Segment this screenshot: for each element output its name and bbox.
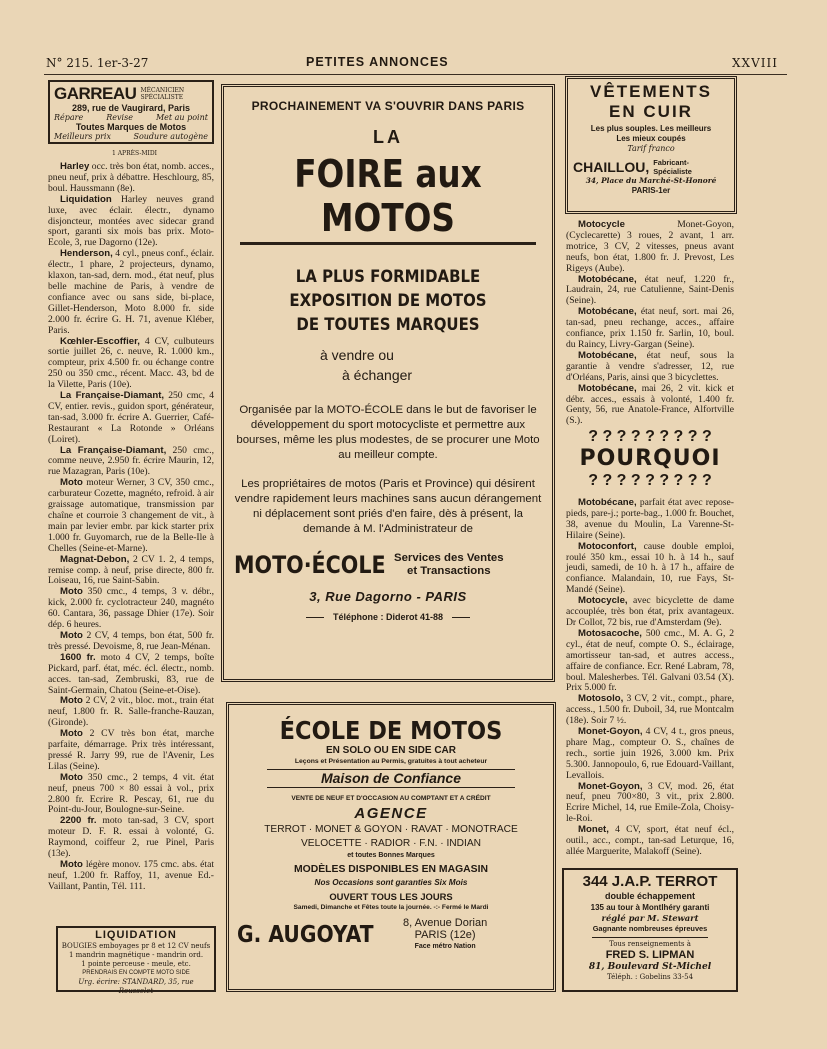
classified-text: parfait état avec repose-pieds, pare-j.; porte-bag., 1.000 fr. Bouchet, 38, avenue du Moulin, La Varenne-St-Hilaire (Seine).: [566, 497, 734, 541]
liquidation-title: LIQUIDATION: [95, 929, 177, 941]
garreau-repare: Répare: [54, 113, 84, 122]
page-number: XXVIII: [732, 56, 778, 70]
ecole-brands2: VELOCETTE · RADIOR · F.N. · INDIAN: [301, 838, 481, 849]
ecole-occasions: Nos Occasions sont garanties Six Mois: [314, 878, 468, 887]
foire-sub1: LA PLUS FORMIDABLE: [295, 267, 481, 287]
ecole-sub: EN SOLO OU EN SIDE CAR: [325, 745, 456, 756]
classified-lead: Monet-Goyon,: [578, 726, 643, 738]
foire-title: FOIRE aux MOTOS: [294, 152, 482, 240]
classified-lead: Magnat-Debon,: [60, 553, 130, 565]
classified-lead: Harley: [60, 161, 90, 172]
classified-entry: [48, 773, 214, 817]
classified-entry: [48, 816, 214, 860]
garreau-met-au-point: Met au point: [155, 113, 208, 122]
classified-text: 3 CV, mod. 26, état neuf, pneu 700×80, 3 vit., prix 2.800. Ecrire Michel, 14, rue Emile-Zola, Choisy-le-Roi.: [566, 780, 734, 825]
terrot-line3: réglé par M. Stewart: [601, 913, 699, 923]
foire-phone: Téléphone : Diderot 41-88: [332, 612, 444, 622]
classified-text: 4 cyl., pneus conf., éclair. électr., 1 phare, 2 projecteurs, dynamo, klaxon, tan-sad, dern. mod., état neuf, plus belle machine de Paris, à vendre de confiance avec ou sans side, bi-place, Gillet-Henderson, Moto 8.000 fr. side 2.000 fr. écrire G. H. 71, avenue Kléber, Paris.: [48, 248, 214, 336]
ecole-maison: Maison de Confiance: [320, 770, 462, 786]
ecole-name: G. AUGOYAT: [237, 922, 374, 948]
classified-lead: Motosolo,: [578, 693, 624, 705]
classified-lead: Moto: [60, 629, 83, 641]
terrot-line2: 135 au tour à Montlhéry garanti: [590, 903, 710, 912]
classified-text: 2 CV très bon état, marche parfaite, démarrage. Prix très intéressant, pressé R. Jarry 99, rue de l'Avenir, Les Lilas (Seine).: [48, 728, 214, 772]
issue-number: N° 215. 1er-3-27: [46, 56, 149, 70]
classified-lead: Motoconfort,: [578, 540, 637, 552]
classified-text: 4 CV, culbuteurs sortie juillet 26, c. neuve, R. 1.000 km., compteur, prix 4.500 fr. ou échange contre 250 ou 350 cmc., récent. Macc. 43, bd de la Vilette, Paris (10e).: [48, 335, 215, 391]
classified-lead: Monet-Goyon,: [578, 780, 643, 792]
classified-entry: [48, 696, 214, 729]
classified-text: état neuf, sous la garantie à vendre s'adresser, 12, rue d'Orléans, Paris, ainsi que 3 bicyclettes.: [566, 349, 734, 383]
vetements-line2: Les mieux coupés: [616, 134, 686, 143]
ecole-ouvert: OUVERT TOUS LES JOURS: [329, 891, 453, 902]
foire-sub2: EXPOSITION DE MOTOS: [289, 291, 487, 311]
garreau-revise: Revise: [106, 113, 133, 122]
classified-lead: Moto: [60, 859, 83, 870]
classified-entry: [566, 220, 734, 275]
classified-entry: [48, 860, 214, 893]
ecole-lessons: Leçons et Présentation au Permis, gratuites à tout acheteur: [294, 758, 488, 765]
classified-entry: [48, 631, 214, 653]
terrot-addr: 81, Boulevard St-Michel: [588, 962, 712, 972]
classified-entry: [566, 596, 734, 629]
classified-entry: [48, 729, 214, 773]
classified-entry: [48, 555, 214, 588]
vetements-addr1: 34, Place du Marché-St-Honoré: [585, 176, 717, 185]
classified-text: moto 4 CV, 2 temps, boîte Pickard, parf. état, méc. écl. électr., nomb. acces. tan-sad, Zembruski, 83, rue de Saint-Germain, Chatou (Seine-et-Oise).: [48, 651, 215, 696]
ecole-de-motos-ad: [226, 702, 556, 992]
terrot-line5: Tous renseignements à: [609, 940, 691, 948]
vetements-tag2: Spécialiste: [653, 167, 692, 176]
classified-lead: Motobécane,: [578, 273, 637, 285]
foire-services2: et Transactions: [407, 565, 491, 577]
classified-lead: La Française-Diamant,: [60, 444, 167, 456]
classified-text: état neuf, 1.220 fr., Laudrain, 24, rue Catulienne, Saint-Denis (Seine).: [566, 273, 734, 307]
foire-aux-motos-ad: [221, 84, 555, 682]
classified-text: 2 CV, 2 vit., bloc. mot., train état neuf, 1.800 fr. R. Salle-franche-Rauzan, (Gironde).: [48, 695, 214, 729]
classified-entry: [48, 446, 214, 479]
classified-entry: [48, 478, 214, 554]
classified-entry: [566, 384, 734, 428]
classified-lead: Motobécane,: [578, 497, 637, 508]
vetements-title1: VÊTEMENTS: [590, 82, 712, 101]
classified-entry: [566, 275, 734, 308]
classified-entry: [48, 249, 214, 336]
classified-text: occ. très bon état, nomb. acces., pneu neuf, prix à débattre. Heschlourg, 85, boul. Haussmann (8e).: [48, 161, 214, 194]
ecole-jours: Samedi, Dimanche et Fêtes toute la journée. -:- Fermé le Mardi: [293, 904, 489, 911]
right-classifieds-top: [566, 219, 734, 427]
liquidation-line3: 1 pointe perceuse - meule, etc.: [81, 960, 191, 968]
ecole-brands1: TERROT · MONET & GOYON · RAVAT · MONOTRACE: [264, 824, 518, 835]
foire-la: LA: [373, 127, 403, 147]
classified-entry: [566, 825, 734, 858]
liquidation-line1: BOUGIES emboyages pr 8 et 12 CV neufs: [61, 942, 211, 950]
ecole-addr1: 8, Avenue Dorian: [403, 917, 488, 929]
garreau-address: 289, rue de Vaugirard, Paris: [71, 103, 191, 113]
vetements-line1: Les plus souples. Les meilleurs: [590, 124, 712, 133]
vetements-name: CHAILLOU,: [573, 159, 650, 175]
classified-lead: Moto: [60, 695, 83, 707]
terrot-ad: [562, 868, 738, 992]
liquidation-line4: PRENDRAIS EN COMPTE MOTO SIDE: [82, 970, 190, 976]
classified-text: mai 26, 2 vit. kick et débr. acces., essais à volonté, 1.400 fr. Genty, 56, rue Anatole-France, Alfortville (S.).: [566, 382, 734, 427]
classified-lead: 2200 fr.: [60, 815, 97, 827]
classified-text: 4 CV, 4 t., gros pneus, phare Mag., compteur O. S., chaînes de rech., sortie juin 1926, 3.000 km. Prix 5.300. Jannopoulo, 6, rue Edouard-Vaillant, Levallois.: [566, 726, 734, 781]
liquidation-ad: [56, 926, 216, 995]
classified-entry: [48, 162, 214, 195]
classified-entry: [566, 498, 734, 542]
garreau-name: GARREAU: [54, 84, 137, 103]
ecole-title: ÉCOLE DE MOTOS: [279, 716, 503, 745]
liquidation-line5: Urg. écrire: STANDARD, 35, rue Rousselet: [78, 978, 194, 995]
classified-text: Harley neuves grand luxe, avec éclair. électr., dynamo disjoncteur, montées avec sidecar grand sport, garanti six mois bas prix. Moto-Ecole, 3, rue Dagorno (12e).: [48, 193, 214, 249]
classified-entry: [566, 782, 734, 826]
classified-lead: Motobécane,: [578, 306, 637, 318]
ecole-agence: AGENCE: [354, 805, 428, 822]
foire-announce: PROCHAINEMENT VA S'OUVRIR DANS PARIS: [251, 99, 525, 113]
classified-text: état neuf, sort. mai 26, tan-sad, pneu rechange, acces., affaire confiance, prix 1.150 fr. Sarlin, 10, boul. du Raincy, Livry-Gargan (Seine).: [566, 306, 734, 350]
right-classifieds-bottom: [566, 497, 734, 857]
classified-lead: Henderson,: [60, 248, 113, 260]
foire-vendre1: à vendre ou: [320, 347, 394, 363]
foire-brand: MOTO·ÉCOLE: [234, 551, 386, 579]
terrot-line4: Gagnante nombreuses épreuves: [592, 924, 708, 933]
vetements-tag1: Fabricant-: [653, 158, 689, 167]
classified-text: moteur Werner, 3 CV, 350 cmc., carburateur Cozette, magnéto, refroid. à air graissage automatique, transmission par chaîne et courroie 3 changement de vit., à main par levier embr. par kick starter prix 1.000 fr. Guyomarch, rue de la Belle-Ile à Chelles (Seine-et-Marne).: [48, 477, 214, 554]
classified-text: 4 CV, sport, état neuf écl., outil., acc., compt., tan-sad Leturque, 16, allée Marguerite, Malakoff (Seine).: [566, 824, 734, 857]
foire-para2: Les propriétaires de motos (Paris et Province) qui désirent vendre rapidement leurs machines sans aucun dérangement ni déplacement sont priés d'en faire, dès à présent, la demande à M. l'Administrateur de: [234, 478, 542, 535]
garreau-tag1: MÉCANICIEN: [140, 87, 185, 94]
classified-lead: Monet,: [578, 824, 609, 836]
foire-vendre2: à échanger: [342, 367, 413, 383]
classified-entry: [566, 542, 734, 597]
classified-lead: Motosacoche,: [578, 627, 642, 639]
classified-entry: [48, 391, 214, 446]
foire-rule: [240, 242, 536, 245]
foire-services1: Services des Ventes: [394, 552, 504, 564]
garreau-tag2: SPÉCIALISTE: [140, 94, 184, 101]
classified-lead: Motobécane,: [578, 349, 637, 361]
garreau-hours: 1 APRÈS-MIDI: [112, 150, 158, 157]
classified-lead: La Française-Diamant,: [60, 390, 165, 402]
pourquoi-marks-top: ? ? ? ? ? ? ? ? ?: [588, 428, 712, 445]
classified-text: 2 CV, 4 temps, bon état, 500 fr. très pressé. Devoisme, 8, rue Jean-Ménan.: [48, 629, 214, 652]
classified-text: 3 CV, 2 vit., compt., phare, access., 1.500 fr. Duboil, 34, rue Montcalm (18e). Soir 7 ½.: [566, 693, 734, 727]
classified-lead: 1600 fr.: [60, 651, 96, 663]
terrot-tel: Téléph. : Gobelins 33-54: [606, 973, 694, 981]
classified-text: 250 cmc, 4 CV, entier. revis., guidon sport, générateur, tan-sad, 3.000 fr. écrire A. Guerrier, Café-Restaurant « La Rotonde » Orléans (Loiret).: [48, 390, 214, 445]
classified-lead: Moto: [60, 477, 83, 489]
classified-entry: [566, 727, 734, 782]
classified-entry: [566, 307, 734, 351]
ecole-bonnes: et toutes Bonnes Marques: [347, 852, 435, 859]
pourquoi-title: POURQUOI: [579, 446, 721, 471]
classified-lead: Motobécane,: [578, 382, 637, 394]
classified-text: avec bicyclette de dame accouplée, très bon état, prix avantageux. Dr Collot, 72 bis, rue d'Amsterdam (9e).: [566, 595, 734, 628]
classified-entry: [566, 629, 734, 694]
classified-lead: Kœhler-Escoffier,: [60, 335, 140, 347]
pourquoi-marks-bottom: ? ? ? ? ? ? ? ? ?: [588, 472, 712, 489]
vetements-line3: Tarif franco: [627, 144, 675, 153]
classified-lead: Motocycle,: [578, 595, 628, 607]
terrot-title: 344 J.A.P. TERROT: [582, 873, 718, 890]
classified-text: Monet-Goyon, (Cyclecarette) 3 roues, 2 avant, 1 arr. motrice, 3 CV, 2 vitesses, pneus avant neufs, bon état, 1.800 fr. J. Prevost, Les Rigeys (Aube).: [566, 219, 734, 274]
classified-entry: [48, 587, 214, 631]
classified-text: légère monov. 175 cmc. abs. état neuf, 1.200 fr. Raffoy, 11, avenue Ed.-Vaillant, Pantin, Tél. 111.: [48, 859, 214, 892]
classified-text: cause double emploi, roulé 350 km., essai 10 h. à 14 h., sauf jeudi, samedi, de 10 h. à 17 h., affaire de confiance. Malandain, 10, rue Fays, St-Mandé (Seine).: [566, 540, 734, 596]
classified-lead: Liquidation: [60, 193, 112, 205]
classified-entry: [48, 195, 214, 250]
garreau-marques: Toutes Marques de Motos: [75, 122, 187, 132]
classified-text: 350 cmc., 2 temps, 4 vit. état neuf, pneus 700 × 80 essai à vol., prix 2.800 fr. Ecrire R. Pescay, 61, rue du Point-du-Jour, Boulogne-sur-Seine.: [48, 771, 214, 816]
garreau-prix: Meilleurs prix: [54, 132, 111, 141]
classified-lead: Moto: [60, 771, 83, 783]
liquidation-line2: 1 mandrin magnétique - mandrin ord.: [68, 951, 204, 959]
classified-lead: Motocycle: [578, 219, 625, 230]
vetements-addr2: PARIS-1er: [631, 186, 671, 195]
ecole-modeles: MODÈLES DISPONIBLES EN MAGASIN: [294, 864, 488, 875]
classified-text: 500 cmc., M. A. G, 2 cyl., état de neuf, compte O. S., éclairage, amortisseur tan-sad, et autres access., affaire de confiance. Ecr. René Labram, 78, boul. Malesherbes. Tél. Galvani 03.54 (X). Prix 5.000 fr.: [566, 627, 734, 694]
terrot-line1: double échappement: [604, 891, 695, 901]
ecole-addr3: Face métro Nation: [414, 943, 476, 950]
ecole-addr2: PARIS (12e): [414, 929, 476, 941]
terrot-name: FRED S. LIPMAN: [605, 949, 695, 961]
vetements-ad: [565, 76, 737, 214]
classified-entry: [566, 694, 734, 727]
garreau-ad: [48, 80, 214, 144]
ecole-vente: VENTE DE NEUF ET D'OCCASION AU COMPTANT ET A CRÉDIT: [291, 795, 491, 802]
classified-entry: [566, 351, 734, 384]
classified-text: 350 cmc., 4 temps, 3 v. débr., kick, 2.000 fr. cyclotracteur 240, magnéto 60. Cantara, 36, passage Dhier (17e). Soir dép. 6 heures.: [48, 586, 214, 631]
foire-address: 3, Rue Dagorno - PARIS: [309, 589, 467, 604]
classified-entry: [48, 653, 214, 697]
classified-lead: Moto: [60, 728, 83, 740]
classified-text: 250 cmc., comme neuve, 2.950 fr. écrire Maurin, 12, rue Mazagran, Paris (10e).: [48, 444, 214, 478]
header-rule: [44, 74, 787, 75]
page-title: PETITES ANNONCES: [306, 55, 449, 69]
foire-sub3: DE TOUTES MARQUES: [296, 315, 480, 335]
classified-lead: Moto: [60, 586, 83, 598]
classified-entry: [48, 337, 214, 392]
classified-text: 2 CV 1. 2, 4 temps, remise comp. à neuf, prise directe, 800 fr. Loiseau, 16, rue Saint-Sabin.: [48, 553, 214, 587]
left-classifieds: [48, 162, 214, 904]
vetements-title2: EN CUIR: [609, 102, 693, 121]
foire-para1: Organisée par la MOTO-ÉCOLE dans le but de favoriser le développement du sport motocycliste et permettre aux bourses, même les plus modestes, de se procurer une Moto au meilleur compte.: [236, 404, 540, 461]
classified-text: moto tan-sad, 3 CV, sport moteur D. F. R. essai à volonté, G. Raymond, coiffeur 2, rue Pinel, Paris (13e).: [48, 815, 214, 860]
garreau-soudure: Soudure autogène: [133, 132, 208, 141]
